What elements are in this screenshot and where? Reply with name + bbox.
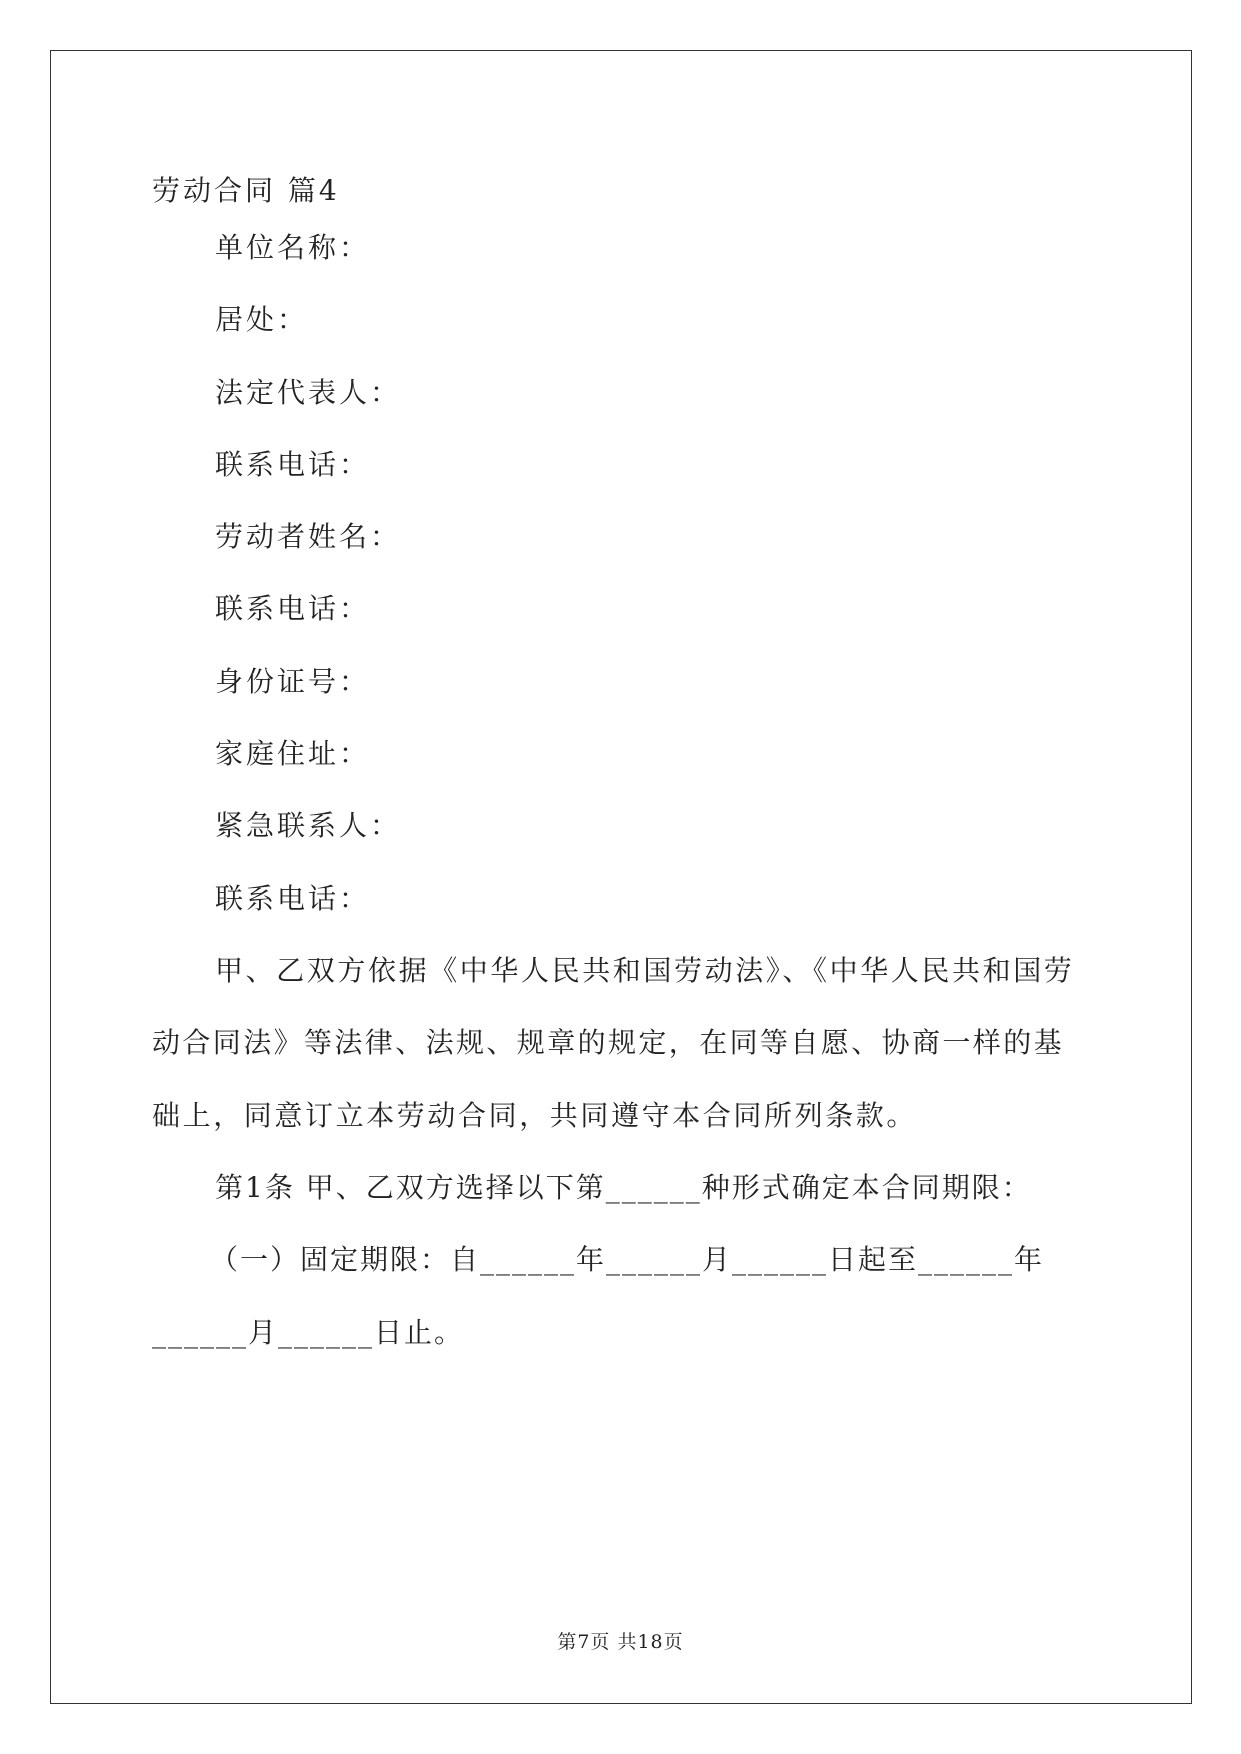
field-id-number: 身份证号：	[215, 665, 371, 698]
field-emergency-contact: 紧急联系人：	[215, 809, 402, 842]
field-home-address: 家庭住址：	[215, 737, 371, 770]
page-border	[50, 50, 1192, 1704]
document-title: 劳动合同 篇4	[152, 174, 340, 207]
field-worker-name: 劳动者姓名：	[215, 520, 402, 553]
field-residence: 居处：	[215, 303, 309, 336]
field-phone-emergency: 联系电话：	[215, 882, 371, 915]
field-legal-representative: 法定代表人：	[215, 376, 402, 409]
preamble-line-2: 动合同法》等法律、法规、规章的规定，在同等自愿、协商一样的基	[152, 1026, 1065, 1059]
field-phone-worker: 联系电话：	[215, 592, 371, 625]
preamble-line-3: 础上，同意订立本劳动合同，共同遵守本合同所列条款。	[152, 1099, 918, 1132]
page-number-footer: 第7页 共18页	[557, 1631, 684, 1653]
clause-1-line-2: ______月______日止。	[152, 1316, 465, 1349]
preamble-line-1: 甲、乙双方依据《中华人民共和国劳动法》、《中华人民共和国劳	[215, 954, 1075, 987]
clause-1-line-1: （一）固定期限：自______年______月______日起至______年	[210, 1243, 1045, 1276]
article-1: 第1条 甲、乙双方选择以下第______种形式确定本合同期限：	[215, 1171, 1032, 1204]
field-phone-employer: 联系电话：	[215, 448, 371, 481]
field-unit-name: 单位名称：	[215, 231, 371, 264]
